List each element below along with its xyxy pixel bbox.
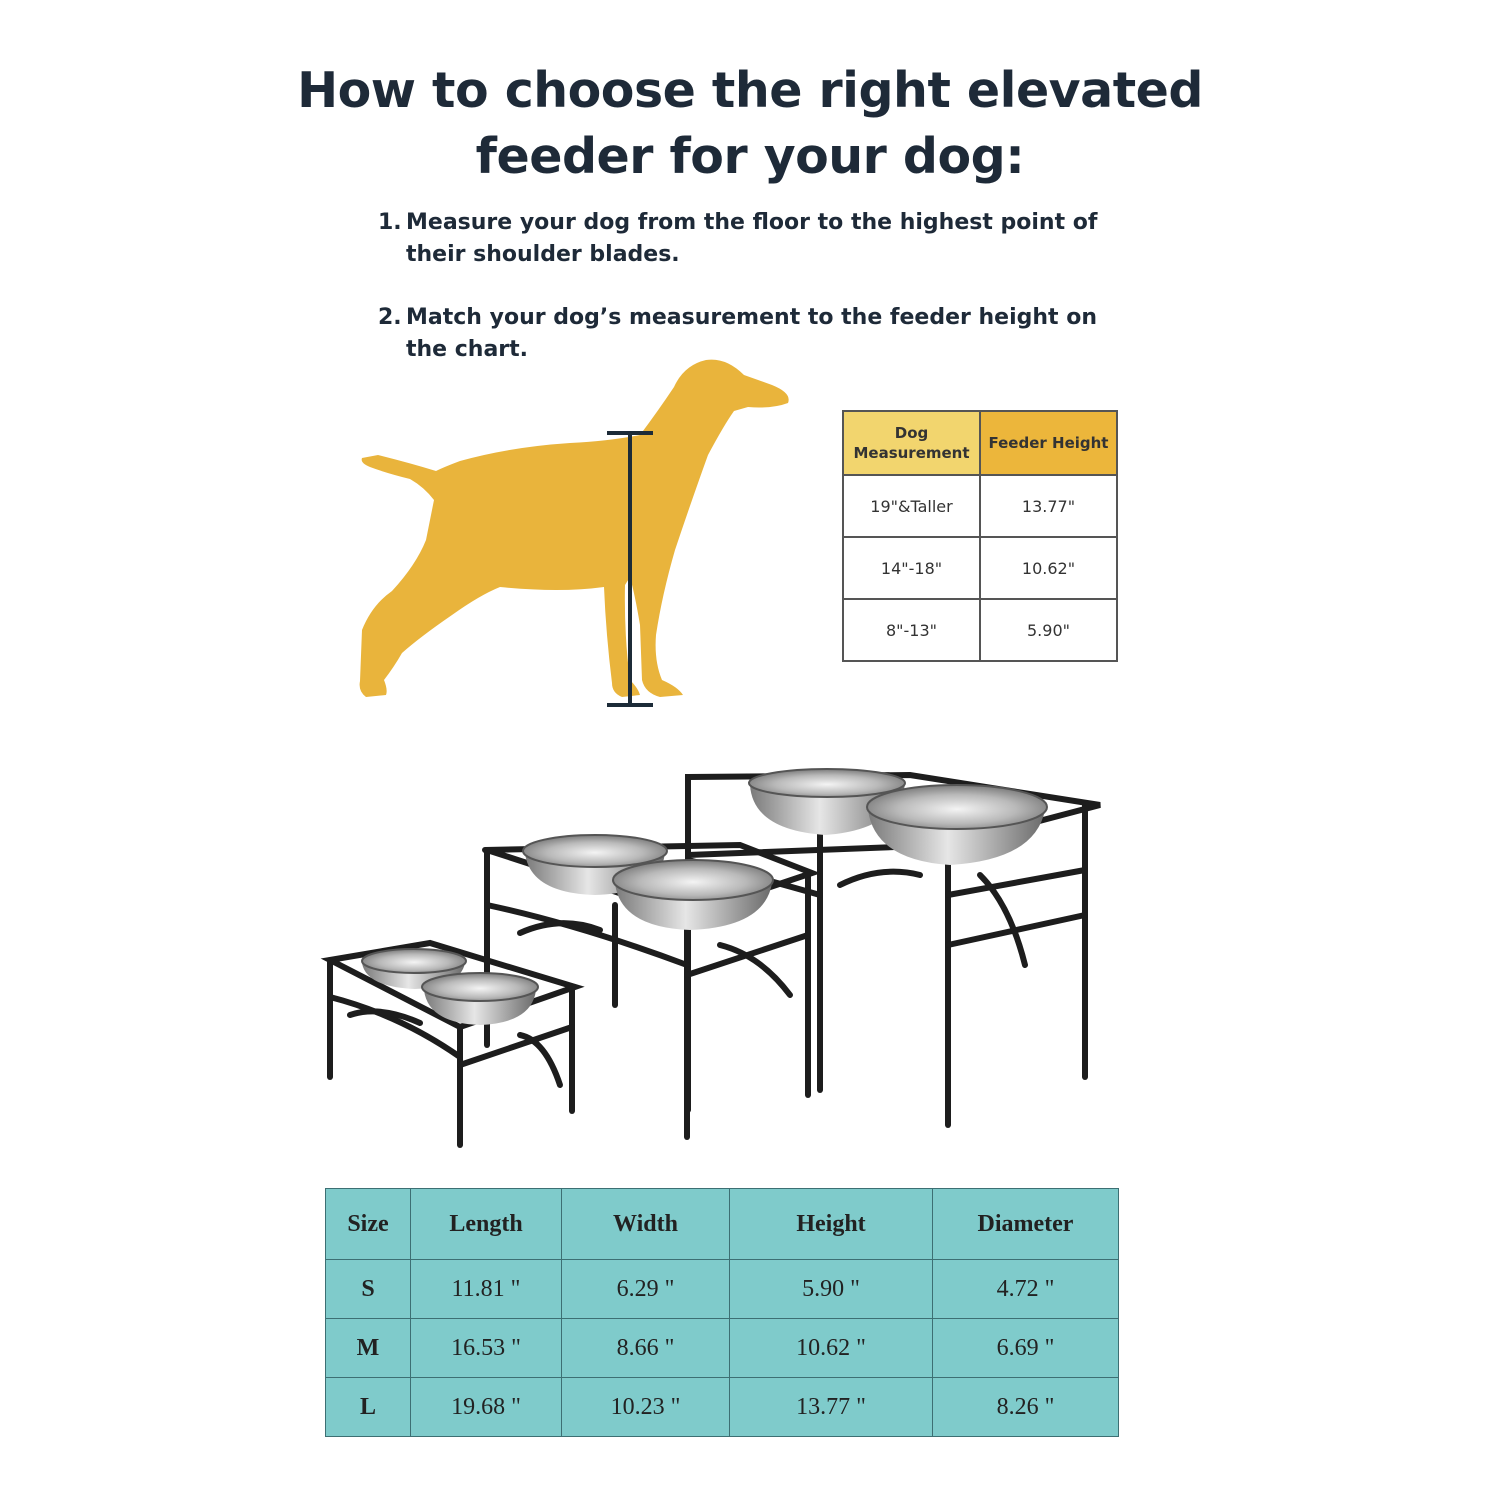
diameter-cell: 4.72 " [933,1260,1119,1319]
length-cell: 16.53 " [411,1319,562,1378]
header-length: Length [411,1189,562,1260]
table-row [326,1319,1119,1378]
table-row [843,475,1117,537]
elevated-feeders-photo [320,765,1130,1165]
width-cell: 8.66 " [562,1319,730,1378]
diameter-cell: 6.69 " [933,1319,1119,1378]
page-title [0,58,1500,190]
diameter-cell: 8.26 " [933,1378,1119,1437]
length-cell: 11.81 " [411,1260,562,1319]
title-line-2: feeder for your dog: [475,128,1025,185]
size-cell: S [326,1260,411,1319]
dog-measurement-cell: 8"-13" [843,599,980,661]
height-cell: 10.62 " [730,1319,933,1378]
height-cell: 13.77 " [730,1378,933,1437]
table-row [326,1378,1119,1437]
header-diameter: Diameter [933,1189,1119,1260]
header-feeder-height: Feeder Height [980,411,1117,475]
table-row [843,599,1117,661]
table-row [326,1260,1119,1319]
header-dog-measurement: Dog Measurement [843,411,980,475]
title-line-1: How to choose the right elevated [297,62,1203,119]
height-cell: 5.90 " [730,1260,933,1319]
feeder-height-cell: 13.77" [980,475,1117,537]
dog-silhouette-illustration [340,355,810,720]
width-cell: 6.29 " [562,1260,730,1319]
step-1-number: 1. [378,210,402,235]
dog-measurement-cell: 14"-18" [843,537,980,599]
feeder-height-chart [842,410,1118,662]
table-row [843,537,1117,599]
medium-bowls-icon [523,835,773,930]
feeder-height-cell: 10.62" [980,537,1117,599]
width-cell: 10.23 " [562,1378,730,1437]
length-cell: 19.68 " [411,1378,562,1437]
dog-measurement-cell: 19"&Taller [843,475,980,537]
header-height: Height [730,1189,933,1260]
size-cell: M [326,1319,411,1378]
step-2-text: Match your dog’s measurement to the feeder height on the chart. [406,305,1097,362]
size-dimensions-table [325,1188,1119,1437]
step-2-number: 2. [378,305,402,330]
header-size: Size [326,1189,411,1260]
size-cell: L [326,1378,411,1437]
step-1-text: Measure your dog from the floor to the highest point of their shoulder blades. [406,210,1098,267]
header-width: Width [562,1189,730,1260]
step-1 [378,207,1098,271]
dog-silhouette-icon [360,360,789,697]
feeder-height-cell: 5.90" [980,599,1117,661]
